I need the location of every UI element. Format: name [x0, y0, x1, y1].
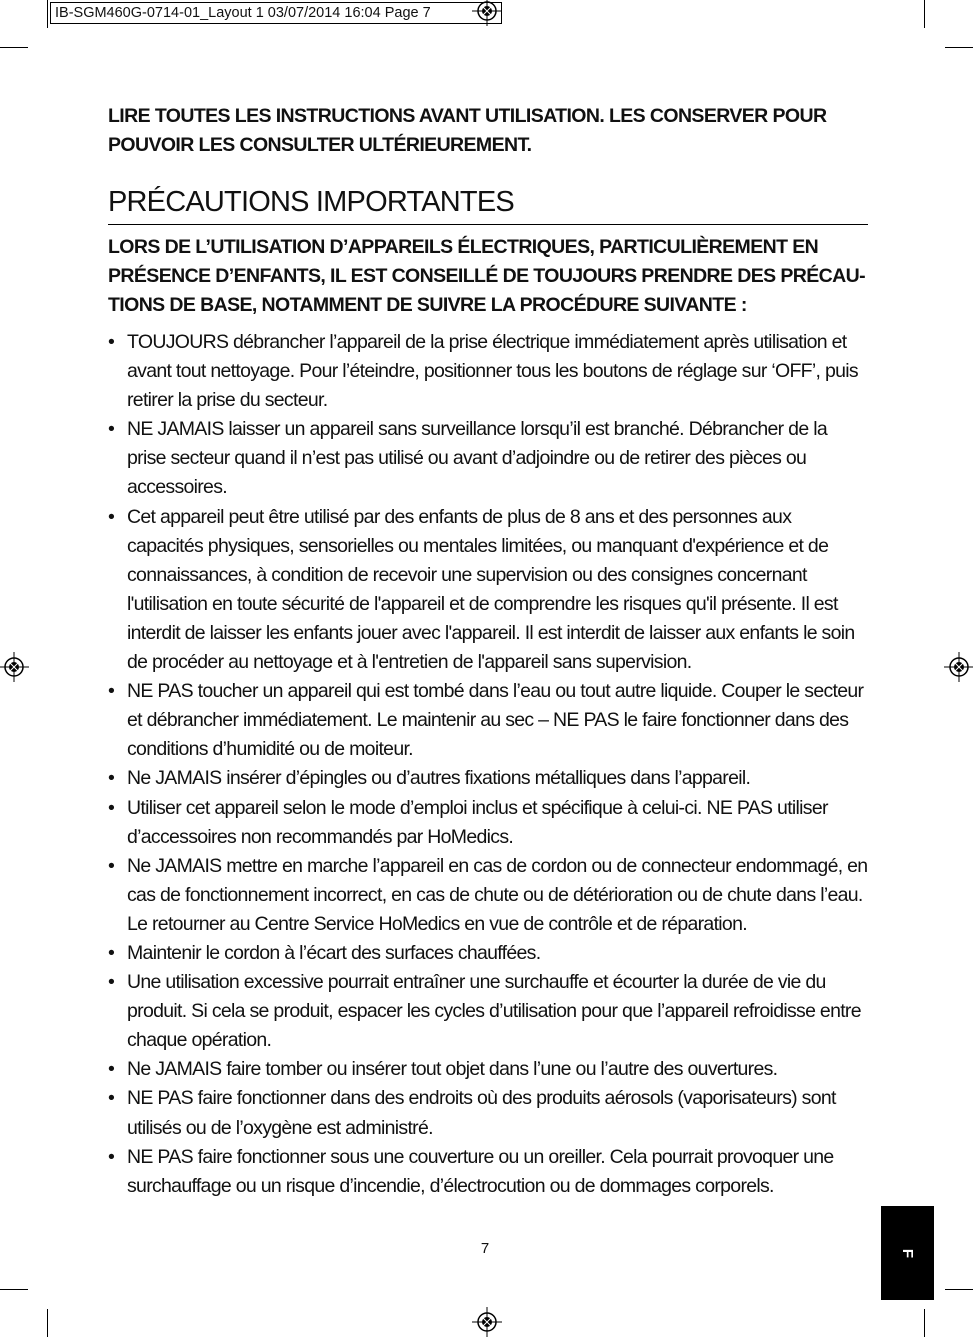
- bullet-icon: •: [108, 1145, 115, 1168]
- precaution-text: Cet appareil peut être utilisé par des enfants de plus de 8 ans et des personnes aux capacités physiques, sensorielles ou mentales limitées, ou manquant d'expérience et de connaissances, à condition de recevoir une supervision ou des consignes concernant l'utilisation en toute sécurité de l'appareil et de comprendre les risques qu'il présente. Il est interdit de laisser les enfants jouer avec l'appareil. Il est interdit de laisser aux enfants le soin de procéder au nettoyage et à l'entretien de l'appareil sans supervision.: [127, 505, 855, 674]
- bullet-icon: •: [108, 854, 115, 877]
- list-item: [108, 328, 868, 415]
- bullet-icon: •: [108, 680, 115, 703]
- precaution-text: NE JAMAIS laisser un appareil sans surveillance lorsqu’il est branché. Débrancher de la prise secteur quand il n’est pas utilisé ou avant d’adjoindre ou de retirer des pièces ou accessoires.: [127, 418, 827, 499]
- list-item: [108, 852, 868, 939]
- list-item: [108, 677, 868, 764]
- precaution-text: Ne JAMAIS insérer d’épingles ou d’autres fixations métalliques dans l’appareil.: [127, 767, 751, 790]
- language-tab: [881, 1206, 934, 1300]
- precaution-text: Ne JAMAIS faire tomber ou insérer tout objet dans l’une ou l’autre des ouvertures.: [127, 1058, 778, 1081]
- list-item: [108, 939, 868, 968]
- registration-mark-left-icon: [0, 652, 29, 682]
- bullet-icon: •: [108, 1058, 115, 1081]
- crop-mark-top-right-v: [924, 0, 925, 28]
- precaution-text: TOUJOURS débrancher l’appareil de la prise électrique immédiatement après utilisation et avant tout nettoyage. Pour l’éteindre, positionner tous les boutons de réglage sur ‘OFF’, puis retirer la prise du secteur.: [127, 331, 858, 412]
- list-item: [108, 1055, 868, 1084]
- intro-warning: LIRE TOUTES LES INSTRUCTIONS AVANT UTILISATION. LES CONSERVER POUR POUVOIR LES CONSULTER ULTÉRIEUREMENT.: [108, 105, 827, 156]
- precaution-text: Utiliser cet appareil selon le mode d’emploi inclus et spécifique à celui-ci. NE PAS utiliser d’accessoires non recommandés par HoMedics.: [127, 796, 828, 848]
- list-item: [108, 415, 868, 502]
- crop-mark-bottom-left-v: [47, 1309, 48, 1337]
- precaution-text: NE PAS faire fonctionner dans des endroits où des produits aérosols (vaporisateurs) sont utilisés ou de l’oxygène est administré.: [127, 1087, 836, 1139]
- precaution-text: Une utilisation excessive pourrait entraîner une surchauffe et écourter la durée de vie du produit. Si cela se produit, espacer les cycles d’utilisation pour que l’appareil refroidisse entre chaque opération.: [127, 971, 861, 1052]
- crop-mark-top-left-v: [47, 0, 48, 28]
- bullet-icon: •: [108, 971, 115, 994]
- crop-mark-bottom-right-v: [924, 1309, 925, 1337]
- list-item: [108, 794, 868, 852]
- precautions-list: [108, 328, 868, 1201]
- section-subheading: LORS DE L’UTILISATION D’APPAREILS ÉLECTRIQUES, PARTICULIÈREMENT EN PRÉSENCE D’ENFANTS, IL EST CONSEILLÉ DE TOUJOURS PRENDRE DES PRÉCAU-TIONS DE BASE, NOTAMMENT DE SUIVRE LA PROCÉDURE SUIVANTE :: [108, 236, 866, 316]
- bullet-icon: •: [108, 331, 115, 353]
- registration-mark-top-icon: [472, 0, 502, 26]
- language-tab-label: F: [898, 1248, 916, 1258]
- list-item: [108, 1143, 868, 1201]
- bullet-icon: •: [108, 796, 115, 819]
- registration-mark-right-icon: [944, 652, 973, 682]
- bullet-icon: •: [108, 941, 115, 964]
- list-item: [108, 503, 868, 678]
- crop-mark-top-right-h: [945, 47, 973, 48]
- precaution-text: Maintenir le cordon à l’écart des surfaces chauffées.: [127, 941, 541, 964]
- bullet-icon: •: [108, 1087, 115, 1110]
- precaution-text: Ne JAMAIS mettre en marche l’appareil en cas de cordon ou de connecteur endommagé, en cas de fonctionnement incorrect, en cas de chute ou de détérioration ou de chute dans l’eau. Le retourner au Centre Service HoMedics en vue de contrôle et de réparation.: [127, 854, 868, 935]
- bullet-icon: •: [108, 767, 115, 790]
- crop-mark-bottom-right-h: [945, 1289, 973, 1290]
- page-content: [108, 102, 868, 1201]
- page-number: 7: [480, 1240, 490, 1257]
- registration-mark-bottom-icon: [472, 1307, 502, 1337]
- precaution-text: NE PAS toucher un appareil qui est tombé dans l’eau ou tout autre liquide. Couper le secteur et débrancher immédiatement. Le maintenir au sec – NE PAS le faire fonctionner dans des conditions d’humidité ou de moiteur.: [127, 680, 864, 761]
- list-item: [108, 764, 868, 793]
- list-item: [108, 968, 868, 1055]
- bullet-icon: •: [108, 505, 115, 528]
- printer-slug: IB-SGM460G-0714-01_Layout 1 03/07/2014 16:04 Page 7: [50, 2, 502, 24]
- list-item: [108, 1084, 868, 1142]
- crop-mark-bottom-left-h: [0, 1289, 28, 1290]
- crop-mark-top-left-h: [0, 47, 28, 48]
- bullet-icon: •: [108, 418, 115, 441]
- precaution-text: NE PAS faire fonctionner sous une couverture ou un oreiller. Cela pourrait provoquer une surchauffage ou un risque d’incendie, d’électrocution ou de dommages corporels.: [127, 1145, 834, 1197]
- page-title: PRÉCAUTIONS IMPORTANTES: [108, 184, 868, 225]
